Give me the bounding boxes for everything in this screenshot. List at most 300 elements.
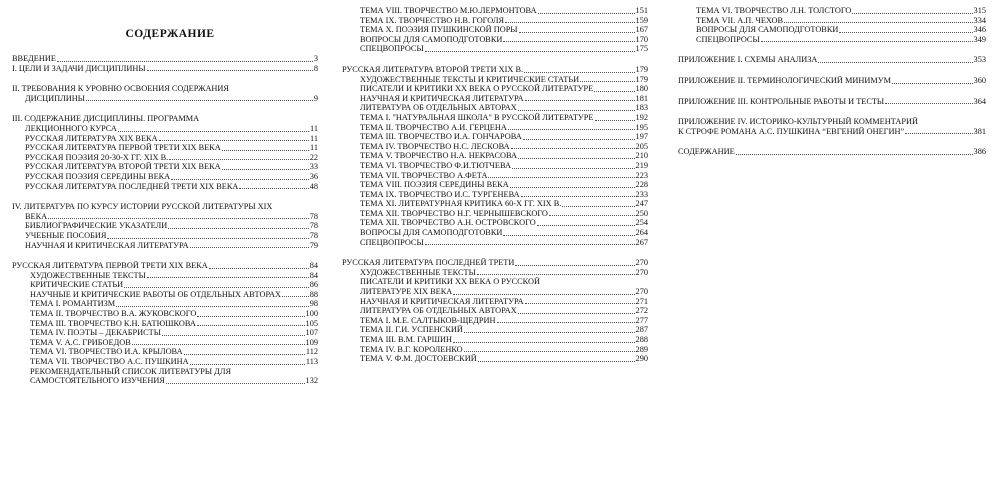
toc-entry-label: ХУДОЖЕСТВЕННЫЕ ТЕКСТЫ [360, 267, 476, 277]
dot-leader [503, 235, 634, 236]
toc-entry [342, 218, 648, 228]
toc-entry [342, 65, 648, 75]
toc-entry [12, 299, 318, 309]
toc-entry-label: ХУДОЖЕСТВЕННЫЕ ТЕКСТЫ [30, 270, 146, 280]
toc-entry [12, 172, 318, 182]
toc-entry [12, 367, 318, 377]
dot-leader [505, 22, 635, 23]
toc-entry-label: РУССКАЯ ЛИТЕРАТУРА ПОСЛЕДНЕЙ ТРЕТИ XIX ВЕКА [25, 181, 239, 191]
toc-entry [12, 221, 318, 231]
toc-entry [342, 161, 648, 171]
toc-entry-label: IV. ЛИТЕРАТУРА ПО КУРСУ ИСТОРИИ РУССКОЙ ЛИТЕРАТУРЫ XIX [12, 202, 273, 212]
toc-entry [12, 231, 318, 241]
toc-entry-page: 8 [313, 63, 318, 73]
toc-entry [342, 297, 648, 307]
section-gap [678, 44, 986, 55]
section-gap [12, 250, 318, 261]
toc-entry-page: 48 [309, 181, 318, 191]
dot-leader [488, 177, 634, 178]
toc-entry-page: 270 [635, 258, 648, 268]
toc-entry [12, 376, 318, 386]
toc-column-3 [678, 6, 986, 157]
toc-entry-label: ДИСЦИПЛИНЫ [25, 93, 86, 103]
toc-entry [342, 25, 648, 35]
toc-entry [12, 347, 318, 357]
section-gap [678, 86, 986, 97]
toc-entry [12, 319, 318, 329]
toc-entry-label: РУССКАЯ ПОЭЗИЯ 20-30-Х ГГ. XIX В. [25, 152, 169, 162]
dot-leader [169, 159, 308, 160]
toc-entry [12, 124, 318, 134]
toc-entry-label: НАУЧНАЯ И КРИТИЧЕСКАЯ ЛИТЕРАТУРА [25, 240, 189, 250]
toc-entry-page: 197 [635, 132, 648, 142]
dot-leader [519, 32, 635, 33]
toc-entry-label: ПРИЛОЖЕНИЕ II. ТЕРМИНОЛОГИЧЕСКИЙ МИНИМУМ [678, 75, 891, 85]
toc-entry-page: 192 [635, 112, 648, 122]
toc-entry-page: 195 [635, 122, 648, 132]
toc-entry-page: 11 [310, 123, 318, 133]
toc-entry [342, 238, 648, 248]
toc-entry-page: 287 [635, 325, 648, 335]
toc-entry-label: ТЕМА I. "НАТУРАЛЬНАЯ ШКОЛА" В РУССКОЙ ЛИТЕРАТУРЕ [360, 112, 594, 122]
toc-entry [12, 114, 318, 124]
dot-leader [464, 332, 635, 333]
toc-entry [678, 25, 986, 35]
toc-entry-page: 179 [635, 64, 648, 74]
toc-entry-label: ХУДОЖЕСТВЕННЫЕ ТЕКСТЫ И КРИТИЧЕСКИЕ СТАТЬИ [360, 74, 580, 84]
toc-entry [678, 127, 986, 137]
toc-entry [342, 306, 648, 316]
dot-leader [515, 265, 634, 266]
toc-entry-label: II. ТРЕБОВАНИЯ К УРОВНЮ ОСВОЕНИЯ СОДЕРЖАНИЯ [12, 84, 229, 94]
toc-entry-page: 11 [310, 133, 318, 143]
toc-entry-label: ЛИТЕРАТУРЕ XIX ВЕКА [360, 287, 453, 297]
dot-leader [168, 228, 308, 229]
toc-entry-page: 180 [635, 84, 648, 94]
dot-leader [839, 32, 972, 33]
toc-entry-label: ТЕМА VIII. ТВОРЧЕСТВО М.Ю.ЛЕРМОНТОВА [360, 6, 537, 15]
toc-entry [12, 143, 318, 153]
toc-entry-page: 270 [635, 287, 648, 297]
toc-column-2 [342, 6, 648, 364]
toc-entry-page: 271 [635, 296, 648, 306]
toc-entry-label: ТЕМА VI. ТВОРЧЕСТВО Ф.И.ТЮТЧЕВА [360, 160, 511, 170]
toc-entry [342, 94, 648, 104]
toc-entry-page: 290 [635, 354, 648, 364]
toc-entry-page: 277 [635, 315, 648, 325]
dot-leader [453, 294, 634, 295]
toc-entry-page: 381 [973, 126, 986, 136]
toc-entry-label: ТЕМА V. Ф.М. ДОСТОЕВСКИЙ [360, 354, 477, 364]
dot-leader [562, 206, 634, 207]
toc-entry-page: 386 [973, 147, 986, 157]
dot-leader [508, 129, 635, 130]
toc-entry-label: СПЕЦВОПРОСЫ [696, 34, 760, 44]
dot-leader [124, 287, 309, 288]
dot-leader [594, 91, 634, 92]
toc-entry-page: 100 [305, 309, 318, 319]
toc-entry-label: ЛЕКЦИОННОГО КУРСА [25, 123, 117, 133]
toc-entry [342, 44, 648, 54]
toc-entry [342, 171, 648, 181]
toc-entry [678, 35, 986, 45]
dot-leader [197, 325, 305, 326]
toc-entry [12, 64, 318, 74]
dot-leader [905, 133, 972, 134]
toc-entry-page: 113 [305, 357, 318, 367]
toc-entry-page: 264 [635, 228, 648, 238]
toc-entry-label: РУССКАЯ ПОЭЗИЯ СЕРЕДИНЫ ВЕКА [25, 171, 171, 181]
toc-entry [342, 35, 648, 45]
toc-entry-label: ТЕМА XII. ТВОРЧЕСТВО А.Н. ОСТРОВСКОГО [360, 218, 536, 228]
toc-entry [678, 147, 986, 157]
dot-leader [453, 342, 635, 343]
toc-entry-page: 112 [305, 347, 318, 357]
toc-entry-label: ТЕМА I. РОМАНТИЗМ [30, 299, 116, 309]
dot-leader [852, 13, 972, 14]
toc-entry [12, 261, 318, 271]
toc-entry-page: 289 [635, 344, 648, 354]
dot-leader [159, 140, 309, 141]
section-gap [678, 65, 986, 76]
toc-entry [342, 345, 648, 355]
toc-entry [342, 132, 648, 142]
toc-entry [342, 277, 648, 287]
toc-entry [12, 162, 318, 172]
toc-entry-label: ТЕМА I. М.Е. САЛТЫКОВ-ЩЕДРИН [360, 315, 496, 325]
toc-entry-page: 33 [309, 162, 318, 172]
dot-leader [222, 169, 309, 170]
toc-entry-label: БИБЛИОГРАФИЧЕСКИЕ УКАЗАТЕЛИ [25, 221, 168, 231]
toc-entry-label: I. ЦЕЛИ И ЗАДАЧИ ДИСЦИПЛИНЫ [12, 63, 146, 73]
dot-leader [478, 361, 635, 362]
toc-entry-label: ТЕМА VI. ТВОРЧЕСТВО Л.Н. ТОЛСТОГО [696, 6, 852, 15]
toc-entry-label: ТЕМА V. ТВОРЧЕСТВО Н.А. НЕКРАСОВА [360, 151, 517, 161]
toc-entry [12, 280, 318, 290]
toc-entry-page: 247 [635, 199, 648, 209]
toc-entry-label: РУССКАЯ ЛИТЕРАТУРА ВТОРОЙ ТРЕТИ XIX В. [342, 64, 524, 74]
toc-entry-label: РУССКАЯ ЛИТЕРАТУРА ПОСЛЕДНЕЙ ТРЕТИ [342, 258, 515, 268]
dot-leader [818, 62, 972, 63]
toc-entry-page: 3 [313, 54, 318, 63]
toc-entry-page: 78 [309, 211, 318, 221]
toc-entry-page: 86 [309, 280, 318, 290]
toc-entry-page: 170 [635, 34, 648, 44]
toc-entry-label: РУССКАЯ ЛИТЕРАТУРА ВТОРОЙ ТРЕТИ XIX ВЕКА [25, 162, 221, 172]
toc-entries-3 [678, 6, 986, 157]
dot-leader [464, 351, 635, 352]
toc-entry-label: ТЕМА VI. ТВОРЧЕСТВО И.А. КРЫЛОВА [30, 347, 183, 357]
toc-entry-label: ТЕМА V. А.С. ГРИБОЕДОВ [30, 337, 131, 347]
toc-entry-page: 183 [635, 103, 648, 113]
dot-leader [239, 188, 308, 189]
toc-entry-label: НАУЧНЫЕ И КРИТИЧЕСКИЕ РАБОТЫ ОБ ОТДЕЛЬНЫХ АВТОРАХ [30, 289, 282, 299]
toc-entry-label: ЛИТЕРАТУРА ОБ ОТДЕЛЬНЫХ АВТОРАХ [360, 103, 517, 113]
toc-entry-page: 267 [635, 237, 648, 247]
toc-entry-label: РЕКОМЕНДАТЕЛЬНЫЙ СПИСОК ЛИТЕРАТУРЫ ДЛЯ [30, 366, 231, 376]
toc-entry-page: 78 [309, 230, 318, 240]
toc-entry [12, 271, 318, 281]
toc-entry-label: ТЕМА VIII. ПОЭЗИЯ СЕРЕДИНЫ ВЕКА [360, 180, 509, 190]
toc-entry-label: ЛИТЕРАТУРА ОБ ОТДЕЛЬНЫХ АВТОРАХ [360, 306, 517, 316]
toc-entry-label: ТЕМА VII. А.П. ЧЕХОВ [696, 15, 784, 25]
toc-entry-label: ВВЕДЕНИЕ [12, 54, 56, 63]
toc-entry-page: 228 [635, 180, 648, 190]
toc-entry-page: 219 [635, 160, 648, 170]
toc-entry-page: 107 [305, 328, 318, 338]
dot-leader [107, 238, 308, 239]
toc-entry-page: 79 [309, 240, 318, 250]
toc-entry-page: 205 [635, 141, 648, 151]
toc-entry-page: 315 [973, 6, 986, 15]
section-gap [678, 106, 986, 117]
dot-leader [549, 215, 635, 216]
toc-entry [342, 325, 648, 335]
dot-leader [736, 154, 973, 155]
toc-column-1 [12, 16, 318, 386]
section-gap [342, 54, 648, 65]
toc-entry [678, 97, 986, 107]
toc-entry-label: К СТРОФЕ РОМАНА А.С. ПУШКИНА “ЕВГЕНИЙ ОНЕГИН” [678, 126, 905, 136]
toc-entry [342, 190, 648, 200]
toc-entry-page: 98 [309, 299, 318, 309]
dot-leader [86, 100, 313, 101]
dot-leader [282, 296, 309, 297]
dot-leader [147, 70, 313, 71]
toc-entry [12, 338, 318, 348]
toc-entry-page: 9 [313, 93, 318, 103]
toc-entry [342, 258, 648, 268]
toc-entry [342, 151, 648, 161]
toc-entry [342, 16, 648, 26]
toc-entry-label: ТЕМА VII. ТВОРЧЕСТВО А.С. ПУШКИНА [30, 357, 189, 367]
toc-entry [12, 357, 318, 367]
toc-entry-page: 254 [635, 218, 648, 228]
dot-leader [190, 364, 305, 365]
toc-entry [678, 16, 986, 26]
toc-entry-label: ПИСАТЕЛИ И КРИТИКИ XX ВЕКА О РУССКОЙ [360, 277, 540, 287]
toc-entry [678, 6, 986, 16]
toc-entry-label: ТЕМА XI. ЛИТЕРАТУРНАЯ КРИТИКА 60-Х ГГ. XIX В. [360, 199, 562, 209]
section-gap [12, 103, 318, 114]
dot-leader [57, 61, 313, 62]
toc-entry-page: 334 [973, 15, 986, 25]
toc-entry-label: ТЕМА IV. ПОЭТЫ – ДЕКАБРИСТЫ [30, 328, 161, 338]
toc-entry-page: 167 [635, 25, 648, 35]
section-gap [342, 247, 648, 258]
toc-entry-page: 210 [635, 151, 648, 161]
dot-leader [518, 313, 635, 314]
toc-entry-label: ТЕМА II. Г.И. УСПЕНСКИЙ [360, 325, 463, 335]
dot-leader [162, 335, 305, 336]
dot-leader [511, 148, 635, 149]
toc-entry-page: 132 [305, 376, 318, 386]
toc-entry-label: ТЕМА II. ТВОРЧЕСТВО А.И. ГЕРЦЕНА [360, 122, 507, 132]
toc-entry [12, 202, 318, 212]
toc-entry [342, 180, 648, 190]
dot-leader [525, 100, 635, 101]
toc-entry-label: ТЕМА IV. ТВОРЧЕСТВО Н.С. ЛЕСКОВА [360, 141, 510, 151]
toc-entry [678, 117, 986, 127]
toc-entry-label: ТЕМА III. В.М. ГАРШИН [360, 335, 453, 344]
toc-entry-label: КРИТИЧЕСКИЕ СТАТЬИ [30, 280, 124, 290]
dot-leader [118, 131, 309, 132]
dot-leader [197, 316, 304, 317]
dot-leader [184, 354, 305, 355]
toc-entry-label: ТЕМА XII. ТВОРЧЕСТВО Н.Г. ЧЕРНЫШЕВСКОГО [360, 208, 548, 218]
dot-leader [521, 196, 635, 197]
toc-entry [12, 290, 318, 300]
toc-entry-label: ПРИЛОЖЕНИЕ III. КОНТРОЛЬНЫЕ РАБОТЫ И ТЕСТЫ [678, 96, 885, 106]
toc-entry [12, 212, 318, 222]
dot-leader [523, 139, 635, 140]
toc-entry-label: ТЕМА II. ТВОРЧЕСТВО В.А. ЖУКОВСКОГО [30, 309, 197, 319]
toc-entry-label: ТЕМА III. ТВОРЧЕСТВО К.Н. БАТЮШКОВА [30, 318, 196, 328]
toc-entry-page: 159 [635, 15, 648, 25]
toc-entry [342, 268, 648, 278]
dot-leader [885, 103, 972, 104]
dot-leader [48, 218, 309, 219]
dot-leader [503, 41, 634, 42]
toc-entry-label: ТЕМА X. ПОЭЗИЯ ПУШКИНСКОЙ ПОРЫ [360, 25, 518, 35]
toc-entry-label: ТЕМА IV. В.Г. КОРОЛЕНКО [360, 344, 463, 354]
dot-leader [784, 22, 973, 23]
toc-entry [12, 84, 318, 94]
toc-entry-label: ТЕМА IX. ТВОРЧЕСТВО Н.В. ГОГОЛЯ [360, 15, 505, 25]
dot-leader [892, 83, 973, 84]
dot-leader [425, 244, 635, 245]
toc-entry-label: САМОСТОЯТЕЛЬНОГО ИЗУЧЕНИЯ [30, 376, 165, 386]
toc-entry-page: 11 [310, 143, 318, 153]
toc-entry [342, 6, 648, 16]
toc-entry-label: III. СОДЕРЖАНИЕ ДИСЦИПЛИНЫ. ПРОГРАММА [12, 114, 200, 124]
toc-entry [678, 76, 986, 86]
toc-entry [678, 55, 986, 65]
toc-entry-page: 349 [973, 34, 986, 44]
dot-leader [510, 187, 635, 188]
toc-entry-label: ВОПРОСЫ ДЛЯ САМОПОДГОТОВКИ [360, 228, 503, 238]
section-gap [12, 73, 318, 84]
toc-entry [12, 134, 318, 144]
toc-entry-page: 175 [635, 44, 648, 54]
toc-entry-page: 22 [309, 152, 318, 162]
toc-entry-label: НАУЧНАЯ И КРИТИЧЕСКАЯ ЛИТЕРАТУРА [360, 93, 524, 103]
toc-entry [12, 328, 318, 338]
toc-entry-page: 346 [973, 25, 986, 35]
toc-entry [342, 209, 648, 219]
toc-entries-1 [12, 54, 318, 386]
toc-entry-page: 88 [309, 289, 318, 299]
dot-leader [190, 247, 309, 248]
dot-leader [518, 158, 635, 159]
section-gap [12, 191, 318, 202]
toc-entry-page: 270 [635, 267, 648, 277]
toc-entry-label: ТЕМА IX. ТВОРЧЕСТВО И.С. ТУРГЕНЕВА [360, 189, 520, 199]
section-gap [678, 136, 986, 147]
toc-entry-page: 84 [309, 270, 318, 280]
dot-leader [524, 72, 634, 73]
toc-entry [12, 94, 318, 104]
toc-entry [12, 54, 318, 64]
toc-entry-page: 223 [635, 170, 648, 180]
toc-entry [342, 123, 648, 133]
toc-entry-label: СПЕЦВОПРОСЫ [360, 237, 424, 247]
dot-leader [132, 344, 305, 345]
toc-entry-label: ПИСАТЕЛИ И КРИТИКИ XX ВЕКА О РУССКОЙ ЛИТЕРАТУРЕ [360, 84, 594, 94]
dot-leader [116, 306, 309, 307]
toc-entry [342, 75, 648, 85]
toc-entry-page: 233 [635, 189, 648, 199]
page-title: СОДЕРЖАНИЕ [125, 28, 215, 40]
toc-entry-page: 360 [973, 75, 986, 85]
toc-entry [342, 354, 648, 364]
toc-entry-label: УЧЕБНЫЕ ПОСОБИЯ [25, 230, 107, 240]
dot-leader [171, 179, 309, 180]
toc-entry-label: РУССКАЯ ЛИТЕРАТУРА XIX ВЕКА [25, 133, 158, 143]
toc-entry-label: ПРИЛОЖЕНИЕ I. СХЕМЫ АНАЛИЗА [678, 55, 818, 65]
toc-entry-label: ВОПРОСЫ ДЛЯ САМОПОДГОТОВКИ [696, 25, 839, 35]
toc-entry-page: 105 [305, 318, 318, 328]
toc-entry [12, 309, 318, 319]
toc-entry-page: 179 [635, 74, 648, 84]
toc-entry [342, 103, 648, 113]
toc-entry-page: 364 [973, 96, 986, 106]
dot-leader [209, 268, 309, 269]
dot-leader [425, 51, 635, 52]
toc-entry [12, 182, 318, 192]
dot-leader [538, 13, 635, 14]
toc-entry-label: СПЕЦВОПРОСЫ [360, 44, 424, 54]
toc-entry-label: РУССКАЯ ЛИТЕРАТУРА ПЕРВОЙ ТРЕТИ XIX ВЕКА [25, 143, 221, 153]
toc-entry [342, 335, 648, 345]
dot-leader [512, 168, 635, 169]
toc-entry-page: 181 [635, 93, 648, 103]
toc-entry-page: 109 [305, 337, 318, 347]
toc-entry-label: ПРИЛОЖЕНИЕ IV. ИСТОРИКО-КУЛЬТУРНЫЙ КОММЕНТАРИЙ [678, 117, 918, 127]
toc-entry [342, 316, 648, 326]
dot-leader [477, 274, 635, 275]
dot-leader [147, 277, 309, 278]
dot-leader [518, 110, 635, 111]
toc-entry-label: ТЕМА III. ТВОРЧЕСТВО И.А. ГОНЧАРОВА [360, 132, 522, 142]
toc-entry-page: 84 [309, 261, 318, 271]
toc-entry-label: НАУЧНАЯ И КРИТИЧЕСКАЯ ЛИТЕРАТУРА [360, 296, 524, 306]
toc-entry-label: СОДЕРЖАНИЕ [678, 147, 735, 157]
toc-entry-page: 353 [973, 55, 986, 65]
toc-entry-label: ТЕМА VII. ТВОРЧЕСТВО А.ФЕТА [360, 170, 488, 180]
toc-entries-2 [342, 6, 648, 364]
toc-entry-page: 151 [635, 6, 648, 15]
toc-entry-page: 36 [309, 171, 318, 181]
toc-entry-page: 288 [635, 335, 648, 344]
dot-leader [222, 150, 309, 151]
toc-entry [342, 228, 648, 238]
toc-entry [12, 153, 318, 163]
toc-entry [342, 113, 648, 123]
dot-leader [525, 303, 635, 304]
dot-leader [166, 383, 305, 384]
dot-leader [497, 322, 635, 323]
toc-entry-label: РУССКАЯ ЛИТЕРАТУРА ПЕРВОЙ ТРЕТИ XIX ВЕКА [12, 261, 208, 271]
dot-leader [537, 225, 635, 226]
dot-leader [595, 120, 635, 121]
dot-leader [761, 41, 973, 42]
toc-entry [342, 287, 648, 297]
toc-entry [12, 241, 318, 251]
toc-entry-label: ВОПРОСЫ ДЛЯ САМОПОДГОТОВКИ [360, 34, 503, 44]
toc-entry [342, 142, 648, 152]
toc-entry-page: 250 [635, 208, 648, 218]
